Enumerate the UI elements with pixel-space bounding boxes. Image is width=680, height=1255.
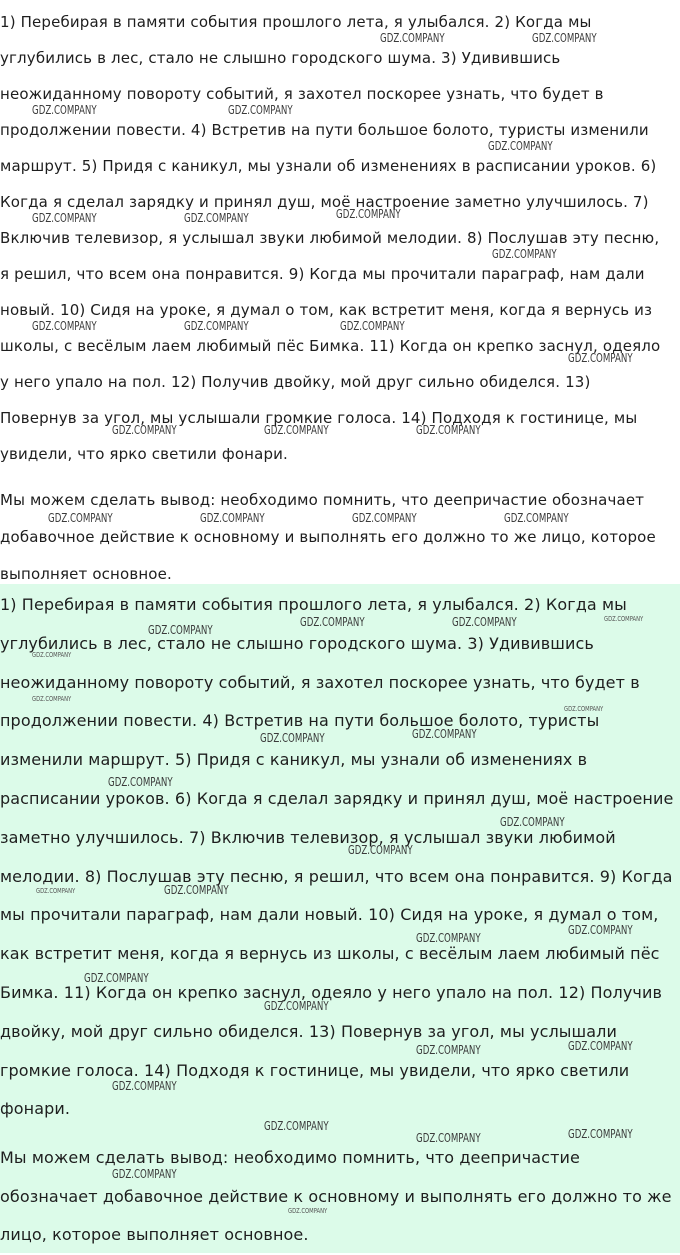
watermark: GDZ.COMPANY xyxy=(164,883,229,897)
watermark: GDZ.COMPANY xyxy=(32,103,97,117)
original-conclusion-paragraph: Мы можем сделать вывод: необходимо помнить, что деепричастие обозначает добавочное действие к основному и выполнять его должно то же лицо, которое выполняет основное. xyxy=(0,491,656,583)
watermark: GDZ.COMPANY xyxy=(416,1043,481,1057)
watermark: GDZ.COMPANY xyxy=(416,931,481,945)
watermark: GDZ.COMPANY xyxy=(228,103,293,117)
watermark: GDZ.COMPANY xyxy=(564,705,604,713)
watermark: GDZ.COMPANY xyxy=(300,615,365,629)
watermark: GDZ.COMPANY xyxy=(452,615,517,629)
watermark: GDZ.COMPANY xyxy=(32,651,72,659)
watermark: GDZ.COMPANY xyxy=(112,1079,177,1093)
watermark: GDZ.COMPANY xyxy=(184,211,249,225)
watermark: GDZ.COMPANY xyxy=(264,1119,329,1133)
watermark: GDZ.COMPANY xyxy=(604,615,644,623)
watermark: GDZ.COMPANY xyxy=(348,843,413,857)
watermark: GDZ.COMPANY xyxy=(112,423,177,437)
watermark: GDZ.COMPANY xyxy=(412,727,477,741)
watermark: GDZ.COMPANY xyxy=(264,999,329,1013)
watermark: GDZ.COMPANY xyxy=(260,731,325,745)
watermark: GDZ.COMPANY xyxy=(32,211,97,225)
watermark: GDZ.COMPANY xyxy=(568,923,633,937)
watermark: GDZ.COMPANY xyxy=(48,511,113,525)
watermark: GDZ.COMPANY xyxy=(500,815,565,829)
watermark: GDZ.COMPANY xyxy=(568,1039,633,1053)
watermark: GDZ.COMPANY xyxy=(84,971,149,985)
watermark: GDZ.COMPANY xyxy=(532,31,597,45)
watermark: GDZ.COMPANY xyxy=(380,31,445,45)
watermark: GDZ.COMPANY xyxy=(200,511,265,525)
answer-sentences-paragraph: 1) Перебирая в памяти события прошлого лета, я улыбался. 2) Когда мы углубились в лес, стало не слышно городского шума. 3) Удивившись неожиданному повороту событий, я захотел поскорее узнать, что будет в продолжении повести. 4) Встретив на пути большое болото, туристы изменили маршрут. 5) Придя с каникул, мы узнали об изменениях в расписании уроков. 6) Когда я сделал зарядку и принял душ, моё настроение заметно улучшилось. 7) Включив телевизор, я услышал звуки любимой мелодии. 8) Послушав эту песню, я решил, что всем она понравится. 9) Когда мы прочитали параграф, нам дали новый. 10) Сидя на уроке, я думал о том, как встретит меня, когда я вернусь из школы, с весёлым лаем любимый пёс Бимка. 11) Когда он крепко заснул, одеяло у него упало на пол. 12) Получив двойку, мой друг сильно обиделся. 13) Повернув за угол, мы услышали громкие голоса. 14) Подходя к гостинице, мы увидели, что ярко светили фонари. xyxy=(0,595,674,1119)
original-sentences-paragraph: 1) Перебирая в памяти события прошлого лета, я улыбался. 2) Когда мы углубились в лес, стало не слышно городского шума. 3) Удивившись неожиданному повороту событий, я захотел поскорее узнать, что будет в продолжении повести. 4) Встретив на пути большое болото, туристы изменили маршрут. 5) Придя с каникул, мы узнали об изменениях в расписании уроков. 6) Когда я сделал зарядку и принял душ, моё настроение заметно улучшилось. 7) Включив телевизор, я услышал звуки любимой мелодии. 8) Послушав эту песню, я решил, что всем она понравится. 9) Когда мы прочитали параграф, нам дали новый. 10) Сидя на уроке, я думал о том, как встретит меня, когда я вернусь из школы, с весёлым лаем любимый пёс Бимка. 11) Когда он крепко заснул, одеяло у него упало на пол. 12) Получив двойку, мой друг сильно обиделся. 13) Повернув за угол, мы услышали громкие голоса. 14) Подходя к гостинице, мы увидели, что ярко светили фонари. xyxy=(0,13,661,463)
watermark: GDZ.COMPANY xyxy=(492,247,557,261)
watermark: GDZ.COMPANY xyxy=(568,351,633,365)
watermark: GDZ.COMPANY xyxy=(148,623,213,637)
watermark: GDZ.COMPANY xyxy=(108,775,173,789)
watermark: GDZ.COMPANY xyxy=(32,695,72,703)
watermark: GDZ.COMPANY xyxy=(416,1131,481,1145)
watermark: GDZ.COMPANY xyxy=(112,1167,177,1181)
watermark: GDZ.COMPANY xyxy=(288,1207,328,1215)
watermark: GDZ.COMPANY xyxy=(352,511,417,525)
watermark: GDZ.COMPANY xyxy=(36,887,76,895)
watermark: GDZ.COMPANY xyxy=(416,423,481,437)
watermark: GDZ.COMPANY xyxy=(488,139,553,153)
watermark: GDZ.COMPANY xyxy=(264,423,329,437)
watermark: GDZ.COMPANY xyxy=(32,319,97,333)
watermark: GDZ.COMPANY xyxy=(184,319,249,333)
watermark: GDZ.COMPANY xyxy=(568,1127,633,1141)
watermark: GDZ.COMPANY xyxy=(504,511,569,525)
watermark: GDZ.COMPANY xyxy=(340,319,405,333)
answer-conclusion-paragraph: Мы можем сделать вывод: необходимо помнить, что деепричастие обозначает добавочное действие к основному и выполнять его должно то же лицо, которое выполняет основное. xyxy=(0,1148,672,1244)
watermark: GDZ.COMPANY xyxy=(336,207,401,221)
